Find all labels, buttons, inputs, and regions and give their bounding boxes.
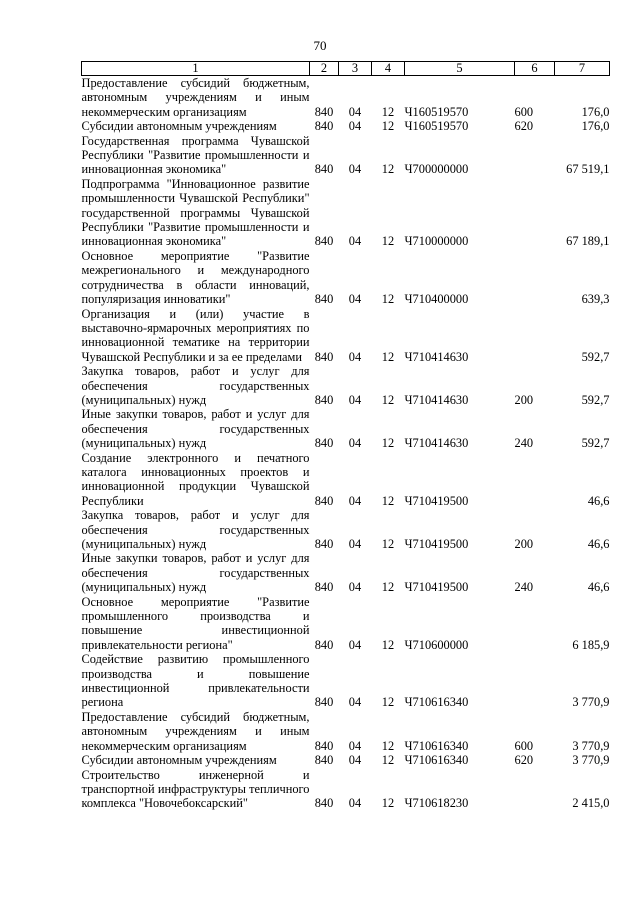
row-subsection-code: 12	[381, 796, 395, 811]
row-gr-code: 840	[314, 493, 334, 508]
row-section-code: 04	[348, 493, 362, 508]
row-subsection-code: 12	[381, 392, 395, 407]
row-amount: 6 185,9	[572, 637, 610, 652]
row-expense-type: 620	[514, 753, 534, 768]
row-gr-code: 840	[314, 738, 334, 753]
row-target-article: Ч710414630	[404, 349, 469, 364]
row-target-article: Ч710414630	[404, 392, 469, 407]
row-section-code: 04	[348, 796, 362, 811]
row-gr-code: 840	[314, 104, 334, 119]
row-subsection-code: 12	[381, 695, 395, 710]
row-gr-code: 840	[314, 695, 334, 710]
table-row	[82, 753, 610, 767]
row-subsection-code: 12	[381, 738, 395, 753]
table-row	[82, 451, 610, 509]
row-amount: 3 770,9	[572, 753, 610, 768]
row-section-code: 04	[348, 537, 362, 551]
row-subsection-code: 12	[381, 637, 395, 652]
row-expense-type	[515, 249, 555, 307]
row-expense-type: 620	[514, 119, 534, 134]
row-amount: 67 189,1	[566, 234, 610, 249]
row-name: Основное мероприятие "Развитие промышленного производства и повышение инвестиционной привлекательности региона"	[81, 594, 310, 652]
row-name: Содействие развитию промышленного производства и повышение инвестиционной привлекательности региона	[81, 652, 310, 710]
row-gr-code: 840	[314, 292, 334, 307]
table-row	[82, 407, 610, 450]
row-target-article: Ч710616340	[404, 738, 469, 753]
row-subsection-code: 12	[381, 104, 395, 119]
table-row	[82, 249, 610, 307]
row-subsection-code: 12	[381, 436, 395, 451]
row-target-article: Ч710400000	[404, 292, 469, 307]
row-expense-type	[515, 307, 555, 365]
column-header: 5	[405, 62, 515, 76]
table-row	[82, 177, 610, 249]
row-section-code: 04	[348, 349, 362, 364]
column-header-row	[82, 62, 610, 76]
row-amount: 3 770,9	[572, 695, 610, 710]
row-target-article: Ч710616340	[404, 753, 469, 768]
row-section-code: 04	[348, 234, 362, 249]
row-section-code: 04	[348, 392, 362, 407]
row-amount: 592,7	[581, 392, 610, 407]
row-amount: 46,6	[587, 493, 610, 508]
row-subsection-code: 12	[381, 234, 395, 249]
row-gr-code: 840	[314, 637, 334, 652]
table-row	[82, 119, 610, 133]
row-target-article: Ч710618230	[404, 796, 469, 811]
row-section-code: 04	[348, 436, 362, 451]
row-amount: 639,3	[581, 292, 610, 307]
row-name: Иные закупки товаров, работ и услуг для обеспечения государственных (муниципальных) нужд	[81, 551, 310, 595]
row-name: Иные закупки товаров, работ и услуг для обеспечения государственных (муниципальных) нужд	[81, 407, 310, 451]
row-expense-type: 600	[514, 738, 534, 753]
column-header: 2	[310, 62, 339, 76]
row-gr-code: 840	[314, 753, 334, 768]
column-header: 4	[372, 62, 405, 76]
row-subsection-code: 12	[381, 493, 395, 508]
row-name: Строительство инженерной и транспортной инфраструктуры тепличного комплекса "Новочебоксарский"	[81, 767, 310, 811]
table-row	[82, 508, 610, 551]
row-target-article: Ч710000000	[404, 234, 469, 249]
row-amount: 2 415,0	[572, 796, 610, 811]
table-row	[82, 307, 610, 365]
row-gr-code: 840	[314, 349, 334, 364]
table-row	[82, 134, 610, 177]
row-section-code: 04	[348, 162, 362, 177]
row-name: Закупка товаров, работ и услуг для обеспечения государственных (муниципальных) нужд	[81, 364, 310, 407]
row-subsection-code: 12	[381, 580, 395, 595]
row-target-article: Ч160519570	[404, 104, 469, 119]
row-expense-type: 240	[514, 580, 534, 595]
row-amount: 3 770,9	[572, 738, 610, 753]
row-amount: 46,6	[587, 580, 610, 595]
row-amount: 592,7	[581, 436, 610, 451]
row-target-article: Ч710419500	[404, 580, 469, 595]
row-expense-type: 240	[514, 436, 534, 451]
row-target-article: Ч710419500	[404, 537, 469, 551]
row-target-article: Ч710600000	[404, 637, 469, 652]
row-target-article: Ч710414630	[404, 436, 469, 451]
row-name: Подпрограмма "Инновационное развитие промышленности Чувашской Республики" государственной программы Чувашской Республики "Развитие промышленности и инновационная экономика"	[81, 176, 310, 249]
row-name: Предоставление субсидий бюджетным, автономным учреждениям и иным некоммерческим организациям	[81, 76, 310, 119]
row-name: Государственная программа Чувашской Республики "Развитие промышленности и инновационная экономика"	[81, 133, 310, 177]
table-row	[82, 710, 610, 753]
row-section-code: 04	[348, 637, 362, 652]
row-expense-type: 200	[514, 537, 534, 551]
row-name: Предоставление субсидий бюджетным, автономным учреждениям и иным некоммерческим организациям	[81, 709, 310, 753]
row-gr-code: 840	[314, 392, 334, 407]
row-target-article: Ч710419500	[404, 493, 469, 508]
row-section-code: 04	[348, 695, 362, 710]
row-gr-code: 840	[314, 234, 334, 249]
column-header: 1	[82, 62, 310, 76]
row-subsection-code: 12	[381, 119, 395, 134]
row-subsection-code: 12	[381, 537, 395, 551]
row-name: Основное мероприятие "Развитие межрегионального и международного сотрудничества в области инноваций, популяризация инноватики"	[81, 248, 310, 307]
row-section-code: 04	[348, 292, 362, 307]
table-row	[82, 76, 610, 120]
row-amount: 176,0	[581, 104, 610, 119]
row-section-code: 04	[348, 753, 362, 768]
row-section-code: 04	[348, 104, 362, 119]
row-gr-code: 840	[314, 537, 334, 551]
table-row	[82, 551, 610, 594]
row-section-code: 04	[348, 580, 362, 595]
row-gr-code: 840	[314, 796, 334, 811]
row-expense-type	[515, 177, 555, 249]
row-amount: 67 519,1	[566, 162, 610, 177]
row-section-code: 04	[348, 738, 362, 753]
row-expense-type: 600	[514, 104, 534, 119]
column-header: 7	[555, 62, 610, 76]
row-expense-type	[515, 451, 555, 509]
table-row	[82, 595, 610, 653]
row-gr-code: 840	[314, 436, 334, 451]
row-gr-code: 840	[314, 580, 334, 595]
page-number: 70	[313, 38, 327, 53]
row-gr-code: 840	[314, 162, 334, 177]
row-target-article: Ч160519570	[404, 119, 469, 134]
row-expense-type	[515, 768, 555, 811]
row-amount: 46,6	[587, 537, 610, 551]
row-target-article: Ч700000000	[404, 162, 469, 177]
budget-table	[81, 61, 610, 811]
column-header: 6	[515, 62, 555, 76]
row-amount: 176,0	[581, 119, 610, 134]
row-name: Субсидии автономным учреждениям	[81, 753, 277, 768]
row-expense-type	[515, 134, 555, 177]
row-expense-type	[515, 595, 555, 653]
column-header: 3	[339, 62, 372, 76]
row-subsection-code: 12	[381, 349, 395, 364]
row-name: Создание электронного и печатного каталога инновационных проектов и инновационной продукции Чувашской Республики	[81, 450, 310, 508]
row-amount: 592,7	[581, 349, 610, 364]
row-subsection-code: 12	[381, 753, 395, 768]
row-section-code: 04	[348, 119, 362, 134]
row-gr-code: 840	[314, 119, 334, 134]
row-target-article: Ч710616340	[404, 695, 469, 710]
row-subsection-code: 12	[381, 162, 395, 177]
table-row	[82, 364, 610, 407]
row-name: Организация и (или) участие в выставочно-ярмарочных мероприятиях по инновационной тематике на территории Чувашской Республики и за ее пределами	[81, 306, 310, 364]
row-expense-type: 200	[514, 392, 534, 407]
row-name: Субсидии автономным учреждениям	[81, 119, 277, 134]
table-row	[82, 652, 610, 710]
row-name: Закупка товаров, работ и услуг для обеспечения государственных (муниципальных) нужд	[81, 508, 310, 551]
row-subsection-code: 12	[381, 292, 395, 307]
table-row	[82, 768, 610, 811]
row-expense-type	[515, 652, 555, 710]
